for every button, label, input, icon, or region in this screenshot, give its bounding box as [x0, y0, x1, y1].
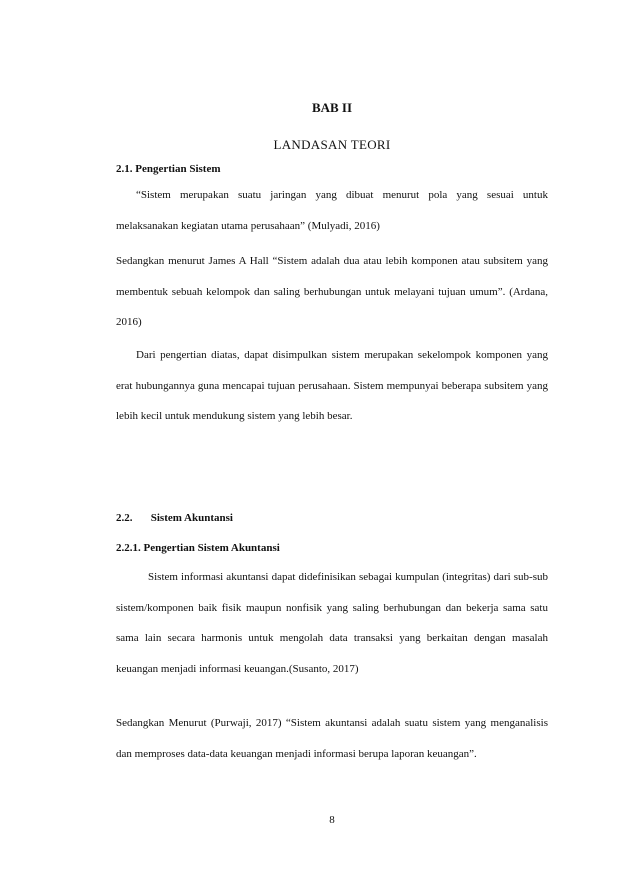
- section-number: 2.1.: [116, 163, 133, 175]
- paragraph: Sedangkan Menurut (Purwaji, 2017) “Sistem akuntansi adalah suatu sistem yang menganalisis dan memproses data-data keuangan menjadi informasi berupa laporan keuangan”.: [116, 717, 548, 760]
- paragraph: Dari pengertian diatas, dapat disimpulkan sistem merupakan sekelompok komponen yang erat hubungannya guna mencapai tujuan perusahaan. Sistem mempunyai beberapa subsitem yang lebih kecil untuk mendukung sistem yang lebih besar.: [116, 349, 548, 422]
- section-number: 2.2.1.: [116, 542, 141, 554]
- section-heading-2-2: [116, 512, 233, 524]
- paragraph: “Sistem merupakan suatu jaringan yang dibuat menurut pola yang sesuai untuk melaksanakan kegiatan utama perusahaan” (Mulyadi, 2016): [116, 189, 548, 232]
- section-title: Pengertian Sistem: [135, 163, 221, 175]
- paragraph: Sistem informasi akuntansi dapat didefinisikan sebagai kumpulan (integritas) dari sub-sub sistem/komponen baik fisik maupun nonfisik yang saling berhubungan dan bekerja sama satu sama lain secara harmonis untuk mengolah data transaksi yang berkaitan dengan masalah keuangan menjadi informasi keuangan.(Susanto, 2017): [116, 571, 548, 675]
- page-number: 8: [329, 814, 335, 826]
- chapter-label: BAB II: [311, 100, 353, 115]
- paragraph: Sedangkan menurut James A Hall “Sistem adalah dua atau lebih komponen atau subsitem yang membentuk sebuah kelompok dan saling berhubungan untuk melayani tujuan umum”. (Ardana, 2016): [116, 255, 548, 328]
- section-number: 2.2.: [116, 512, 133, 524]
- section-heading-2-1: [116, 163, 220, 175]
- section-title: Sistem Akuntansi: [150, 512, 233, 524]
- section-title: Pengertian Sistem Akuntansi: [143, 542, 280, 554]
- section-heading-2-2-1: [116, 542, 280, 554]
- chapter-title: LANDASAN TEORI: [273, 137, 391, 152]
